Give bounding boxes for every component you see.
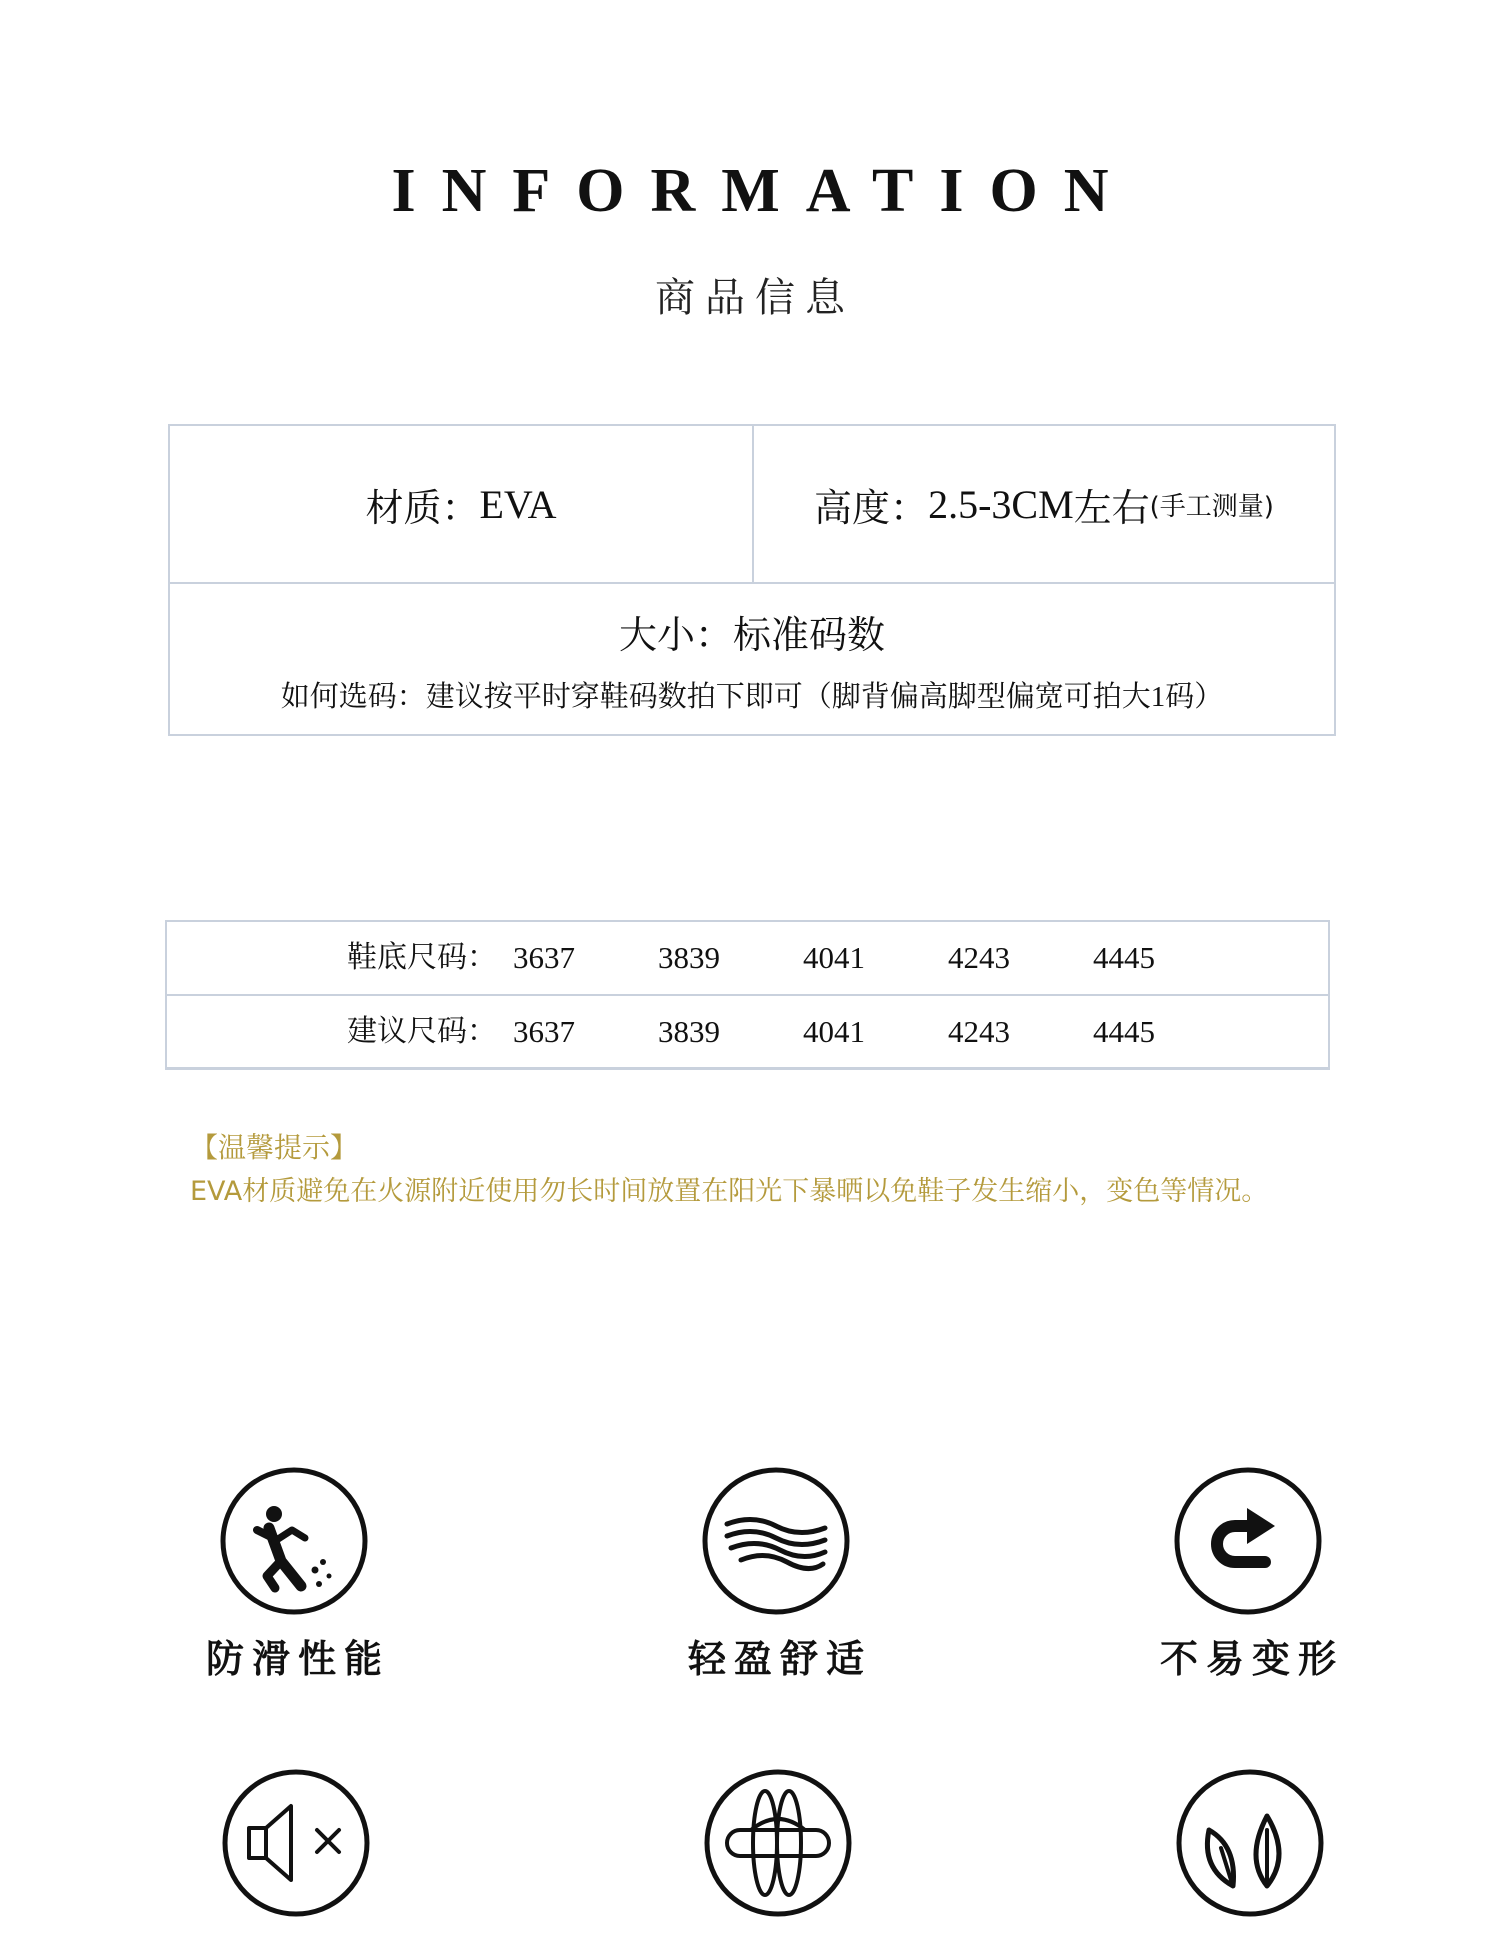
material-cell [170, 426, 752, 582]
size-row-sole [167, 922, 1328, 996]
slip-person-icon [219, 1466, 369, 1616]
feature-eco [1120, 1768, 1380, 1942]
height-label: 高度： [814, 485, 929, 530]
height-note: (手工测量) [1149, 491, 1274, 522]
size-row-suggested [167, 996, 1328, 1068]
size-value: 3637 [513, 940, 575, 975]
info-row-material-height [170, 426, 1334, 584]
wave-lines-icon [701, 1466, 851, 1616]
feature-mute [166, 1768, 426, 1942]
feature-anti-slip [164, 1466, 424, 1681]
leaf-icon [1175, 1768, 1325, 1918]
feature-label: 防滑性能 [205, 1637, 390, 1681]
size-value: 4243 [948, 940, 1010, 975]
size-advice-number: 1 [1150, 681, 1166, 713]
feature-label: 不易变形 [1159, 1637, 1344, 1681]
size-value: 4243 [948, 1014, 1010, 1049]
height-value: 2.5-3CM [928, 481, 1074, 527]
height-suffix: 左右 [1073, 485, 1150, 530]
size-row-label: 建议尺码： [347, 1014, 497, 1049]
tip-text: EVA材质避免在火源附近使用勿长时间放置在阳光下暴晒以免鞋子发生缩小，变色等情况。 [190, 1176, 1269, 1207]
size-value: 4041 [803, 940, 865, 975]
page-title: INFORMATION [391, 157, 1135, 225]
size-advice [170, 679, 1334, 713]
flex-sole-icon [703, 1768, 853, 1918]
size-advice-prefix: 如何选码：建议按平时穿鞋码数拍下即可（脚背偏高脚型偏宽可拍大 [280, 679, 1151, 713]
size-value: 4445 [1093, 1014, 1155, 1049]
feature-flex-sole [648, 1768, 908, 1942]
mute-speaker-icon [221, 1768, 371, 1918]
size-title: 大小：标准码数 [618, 613, 885, 657]
size-value: 4445 [1093, 940, 1155, 975]
size-value: 3839 [658, 940, 720, 975]
product-info-table [168, 424, 1336, 736]
size-table [165, 920, 1330, 1070]
height-cell [754, 426, 1334, 582]
return-arrow-icon [1173, 1466, 1323, 1616]
page-subtitle: 商品信息 [655, 275, 855, 321]
size-advice-suffix: 码） [1165, 679, 1224, 713]
feature-light-comfort [646, 1466, 906, 1681]
feature-label: 轻盈舒适 [687, 1637, 872, 1681]
size-row-label: 鞋底尺码： [347, 940, 497, 975]
tip-title: 【温馨提示】 [190, 1131, 359, 1164]
size-value: 3637 [513, 1014, 575, 1049]
material-value: EVA [479, 481, 557, 527]
size-value: 3839 [658, 1014, 720, 1049]
size-value: 4041 [803, 1014, 865, 1049]
material-label: 材质： [365, 485, 480, 530]
feature-no-deform [1118, 1466, 1378, 1681]
